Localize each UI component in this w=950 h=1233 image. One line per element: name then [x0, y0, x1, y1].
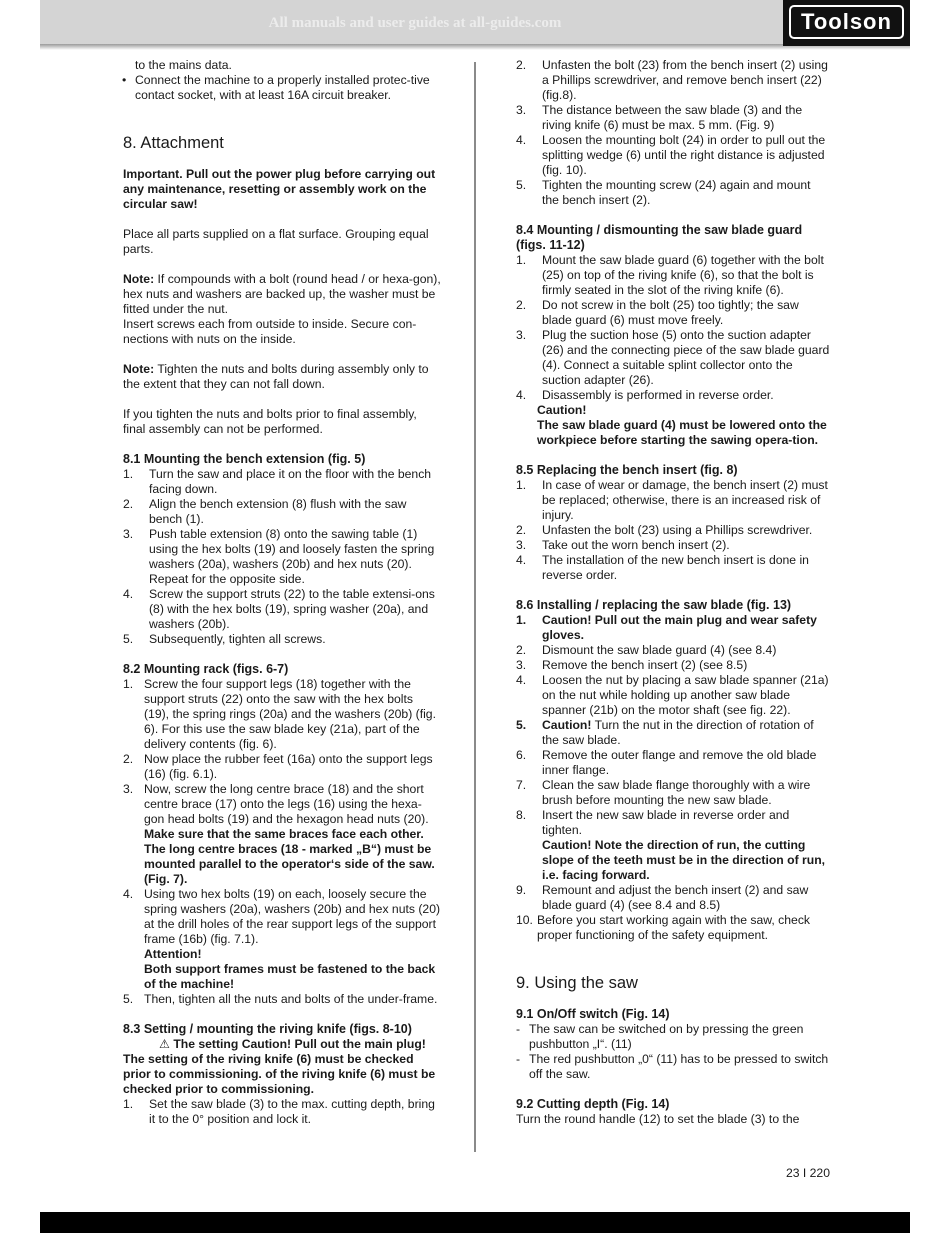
- subsection-title: 9.2 Cutting depth (Fig. 14): [516, 1097, 670, 1111]
- list-item: 5. Tighten the mounting screw (24) again and mount the bench insert (2).: [516, 178, 811, 207]
- important-notice: Important. Pull out the power plug before carrying out any maintenance, resetting or assembly work on the circular saw!: [123, 167, 436, 211]
- subsection-title: 8.2 Mounting rack (figs. 6-7): [123, 662, 289, 676]
- note-paragraph: Note: If compounds with a bolt (round head / or hexa-gon), hex nuts and washers are backed up, the washer must be fitted under the nut.: [123, 272, 441, 316]
- list-item: 4. Disassembly is performed in reverse order.: [516, 388, 774, 402]
- left-column: [123, 58, 441, 1127]
- warning-icon: ⚠: [159, 1037, 174, 1051]
- right-column: [516, 58, 830, 1127]
- list-item: 1. Caution! Pull out the main plug and wear safety gloves.: [516, 613, 817, 642]
- page-number: 23 I 220: [785, 1166, 830, 1180]
- list-item: 2. Unfasten the bolt (23) from the bench insert (2) using a Phillips screwdriver, and remove bench insert (22) (fig.8).: [516, 58, 828, 102]
- list-item: 4. Using two hex bolts (19) on each, loosely secure the spring washers (20a), washers (20b) and hex nuts (20) at the drill holes of the rear support legs of the support frame (16b) (fig. 7.1). Attention! Both support frames must be fastened to the back of the machine!: [123, 887, 441, 991]
- section-title: 9. Using the saw: [516, 974, 638, 992]
- list-item: 1. Set the saw blade (3) to the max. cutting depth, bring it to the 0° position and lock it.: [123, 1097, 435, 1126]
- intro-list: [123, 73, 441, 103]
- list-item: 1. Screw the four support legs (18) together with the support struts (22) onto the saw with the hex bolts (19), the spring rings (20a) and the washers (20b) (fig. 6). For this use the saw blade key (21a), part of the delivery contents (fig. 6).: [123, 677, 436, 751]
- list-item: 2. Dismount the saw blade guard (4) (see 8.4): [516, 643, 777, 657]
- paragraph: Place all parts supplied on a flat surface. Grouping equal parts.: [123, 227, 429, 256]
- list-item: 3. Take out the worn bench insert (2).: [516, 538, 730, 552]
- steps-list: [516, 478, 830, 583]
- list-item: 1. Mount the saw blade guard (6) together with the bolt (25) on top of the riving knife (6), so that the bolt is firmly seated in the slot of the riving knife (6).: [516, 253, 824, 297]
- subsection-title: 8.3 Setting / mounting the riving knife (figs. 8-10): [123, 1022, 412, 1036]
- subsection-title: 9.1 On/Off switch (Fig. 14): [516, 1007, 670, 1021]
- watermark: All manuals and user guides at all-guides.com: [268, 15, 562, 31]
- list-item: 4. Screw the support struts (22) to the table extensi-ons (8) with the hex bolts (19), spring washer (20a), and washers (20b).: [123, 587, 435, 631]
- steps-list: [123, 1097, 441, 1127]
- list-item: 1. Turn the saw and place it on the floor with the bench facing down.: [123, 467, 432, 496]
- list-item: - The saw can be switched on by pressing the green pushbutton „I“. (11): [516, 1022, 804, 1051]
- list-item: 2. Unfasten the bolt (23) using a Phillips screwdriver.: [516, 523, 813, 537]
- paragraph: If you tighten the nuts and bolts prior to final assembly, final assembly can not be performed.: [123, 407, 417, 436]
- list-item: 4. Loosen the mounting bolt (24) in order to pull out the splitting wedge (6) until the right distance is adjusted (fig. 10).: [516, 133, 826, 177]
- list-item: 1. In case of wear or damage, the bench insert (2) must be replaced; otherwise, there is an increased risk of injury.: [516, 478, 828, 522]
- list-item: 3. The distance between the saw blade (3) and the riving knife (6) must be max. 5 mm. (Fig. 9): [516, 103, 803, 132]
- list-item: 5. Subsequently, tighten all screws.: [123, 632, 326, 646]
- subsection-title: 8.1 Mounting the bench extension (fig. 5): [123, 452, 366, 466]
- note-paragraph: Note: Tighten the nuts and bolts during assembly only to the extent that they can not fall down.: [123, 362, 429, 391]
- paragraph: Turn the round handle (12) to set the blade (3) to the: [516, 1112, 800, 1126]
- bullet: •: [122, 73, 127, 87]
- list-item: 6. Remove the outer flange and remove the old blade inner flange.: [516, 748, 817, 777]
- steps-list: [516, 58, 830, 208]
- list-item: 4. Loosen the nut by placing a saw blade spanner (21a) on the nut while holding up another saw blade spanner (21b) on the motor shaft (see fig. 22).: [516, 673, 829, 717]
- warning-line: ⚠ The setting Caution! Pull out the main plug!: [159, 1037, 426, 1051]
- list-item: 3. Push table extension (8) onto the sawing table (1) using the hex bolts (19) and loosely fasten the spring washers (20a), washers (20b) and hex nuts (20). Repeat for the opposite side.: [123, 527, 435, 586]
- list-item: 5. Then, tighten all the nuts and bolts of the under-frame.: [123, 992, 438, 1006]
- list-item: • Connect the machine to a properly installed protec-tive contact socket, with at least 16A circuit breaker.: [122, 73, 430, 102]
- brand-logo-text: Toolson: [789, 5, 904, 39]
- subsection-title: 8.5 Replacing the bench insert (fig. 8): [516, 463, 738, 477]
- subsection-title: 8.4 Mounting / dismounting the saw blade guard (figs. 11-12): [516, 223, 803, 252]
- steps-list: [516, 253, 830, 403]
- paragraph: Insert screws each from outside to inside. Secure con-nections with nuts on the inside.: [123, 317, 417, 346]
- list-item: 5. Caution! Turn the nut in the direction of rotation of the saw blade.: [516, 718, 814, 747]
- section-title: 8. Attachment: [123, 134, 224, 152]
- list-item: 2. Now place the rubber feet (16a) onto the support legs (16) (fig. 6.1).: [123, 752, 433, 781]
- warning-text: The setting of the riving knife (6) must be checked prior to commissioning. of the riving knife (6) must be checked prior to commissioning.: [123, 1052, 436, 1096]
- list-item: 3. Now, screw the long centre brace (18) and the short centre brace (17) onto the legs (16) using the hexa-gon head bolts (19) and the hexagon head nuts (20). Make sure that the same braces face each other. The long centre braces (18 - marked „B“) must be mounted parallel to the operator‘s side of the saw. (Fig. 7).: [123, 782, 435, 886]
- steps-list: [123, 677, 441, 1007]
- list-item: 4. The installation of the new bench insert is done in reverse order.: [516, 553, 809, 582]
- list-item: 3. Plug the suction hose (5) onto the suction adapter (26) and the connecting piece of the saw blade guard (4). Connect a suitable splint collector onto the suction adapter (26).: [516, 328, 830, 387]
- dash-list: [516, 1022, 830, 1082]
- intro-text: to the mains data.: [135, 58, 232, 72]
- list-item: 10. Before you start working again with the saw, check proper functioning of the safety equipment.: [516, 913, 811, 942]
- list-item: 2. Align the bench extension (8) flush with the saw bench (1).: [123, 497, 407, 526]
- column-divider: [474, 62, 476, 1152]
- list-item: 3. Remove the bench insert (2) (see 8.5): [516, 658, 748, 672]
- steps-list: [123, 467, 441, 647]
- list-item: 7. Clean the saw blade flange thoroughly with a wire brush before mounting the new saw blade.: [516, 778, 811, 807]
- list-item: 8. Insert the new saw blade in reverse order and tighten. Caution! Note the direction of run, the cutting slope of the teeth must be in the direction of run, i.e. facing forward.: [516, 808, 826, 882]
- header-shadow: [40, 44, 910, 50]
- list-item: - The red pushbutton „0“ (11) has to be pressed to switch off the saw.: [516, 1052, 829, 1081]
- subsection-title: 8.6 Installing / replacing the saw blade (fig. 13): [516, 598, 792, 612]
- list-item: 2. Do not screw in the bolt (25) too tightly; the saw blade guard (6) must move freely.: [516, 298, 799, 327]
- steps-list: [516, 613, 830, 943]
- footer-bar: [40, 1212, 910, 1233]
- brand-logo: [783, 0, 910, 46]
- caution-text: The saw blade guard (4) must be lowered onto the workpiece before starting the sawing opera-tion.: [537, 418, 827, 447]
- caution-label: Caution!: [537, 403, 587, 417]
- list-item: 9. Remount and adjust the bench insert (2) and saw blade guard (4) (see 8.4 and 8.5): [516, 883, 809, 912]
